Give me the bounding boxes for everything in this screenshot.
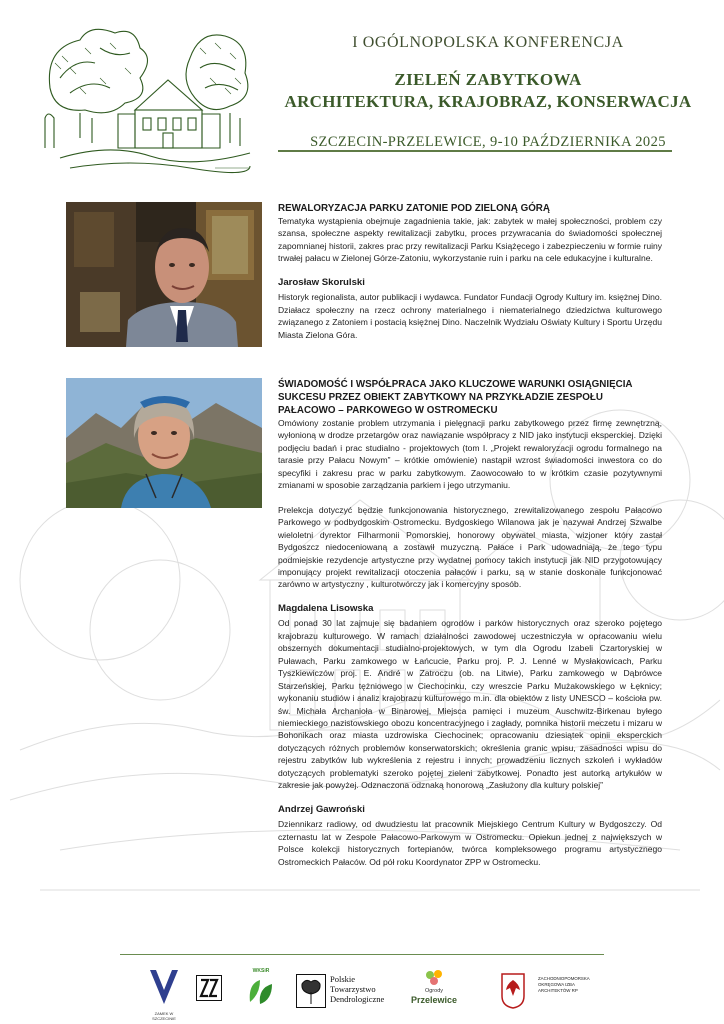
talk2-speaker1-name: Magdalena Lisowska — [278, 602, 374, 614]
logo-ptd-line1: Polskie — [330, 974, 356, 984]
logo-ptd-line3: Dendrologiczne — [330, 994, 385, 1004]
logo-zoia-rp — [538, 976, 608, 1006]
logo-zoia-line3: ARCHITEKTÓW RP — [538, 988, 578, 993]
speaker-photo-skorulski — [66, 202, 262, 347]
talk1-abstract: Tematyka wystąpienia obejmuje zagadnienia takie, jak: zabytek w małej społeczności, problem czy szansa, społeczne aspekty rewitalizacji zabytku, proces przywracania do świadomości społecznej zapomnianej historii, zakres prac przy rewitalizacji Parku Książęcego i zabezpieczeniu w formie ruiny trwałej pałacu w Zielonej Górze-Zatoniu, wykorzystanie ruin i parku na cele edukacyjne i kulturalne. — [278, 216, 662, 264]
talk2-speaker2-name: Andrzej Gawroński — [278, 803, 365, 815]
talk1-speaker-bio: Historyk regionalista, autor publikacji i wydawca. Fundator Fundacji Ogrody Kultury im. księżnej Dino. Działacz społeczny na rzecz ochrony materialnego i niematerialnego dziedzictwa kulturowego związanego z Zatoniem i postacią księżnej Dino. Naczelnik Wydziału Oświaty Kultury i Sportu Urzędu Miasta Zielona Góra. — [278, 292, 662, 340]
logo-wksir — [246, 968, 276, 1008]
conference-title-line2: ARCHITEKTURA, KRAJOBRAZ, KONSERWACJA — [284, 92, 692, 111]
logo-szz-mark — [196, 975, 222, 1001]
talk2-title: ŚWIADOMOŚĆ I WSPÓŁPRACA JAKO KLUCZOWE WARUNKI OSIĄGNIĘCIA SUKCESU PRZEZ OBIEKT ZABYTKOWY NA PRZYKŁADZIE ZESPOŁU PAŁACOWO – PARKOWEGO W OSTROMECKU — [278, 379, 633, 416]
conference-place-date: SZCZECIN-PRZELEWICE, 9-10 PAŹDZIERNIKA 2025 — [310, 134, 666, 150]
logo-zoia-line2: OKRĘGOWA IZBA — [538, 982, 575, 987]
logo-ogrody-przelewice — [410, 968, 458, 1018]
talk1-speaker-name: Jarosław Skorulski — [278, 276, 365, 288]
header-divider — [278, 150, 672, 152]
talk1-title: REWALORYZACJA PARKU ZATONIE POD ZIELONĄ GÓRĄ — [278, 203, 550, 214]
talk2-abstract-part2: Prelekcja dotyczyć będzie funkcjonowania historycznego, zrewitalizowanego zespołu Pałacowo Parkowego w podbydgoskim Ostromecku. Bydgoskiego Wilanowa jak je nazywał Andrzej Szwalbe wieloletni dyrektor Filharmonii Pomorskiej, honorowy obywatel miasta, wizjoner który zastał Bydgoszcz niedoceniowaną a zostawił muzyczną. Pałace i Park udowadniają, że tego typu podmiejskie rezydencje artystyczne przy wydatnej pomocy takich instytucji jak NID przygotowujący imponujący projekt rewitalizacji otoczenia pałaców i parku, są w stanie doskonale funkcjonować zarówno w artystyczny , kulturotwórczy jak i komercyjny sposób. — [278, 504, 662, 590]
talk2-speaker2-bio: Dziennikarz radiowy, od dwudziestu lat pracownik Miejskiego Centrum Kultury w Bydgoszczy. Od czternastu lat w Zespole Pałacowo-Parkowym w Ostromecku. Opiekun jednej z największych w Polsce kolekcji historycznych fortepianów, twórca kompleksowego programu artystycznego Ostromeckich Pałaców. Od pół roku Koordynator ZPP w Ostromecku. — [278, 819, 662, 867]
talk1-section — [278, 202, 662, 341]
manor-sketch-illustration — [40, 18, 256, 176]
logo-zoia-line1: ZACHODNIOPOMORSKA — [538, 976, 590, 981]
talk2-speaker1-bio: Od ponad 30 lat zajmuje się badaniem ogrodów i parków historycznych oraz szeroko pojętego krajobrazu kulturowego. W ramach działalności zawodowej uczestniczyła w opracowaniu wielu obszernych dokumentacji studialno-projektowych, w tym dla Ogrodu Izabeli Czartoryskiej w Puławach, Parku zamkowego w Łańcucie, Parku proj. P. J. Lenné w Mysłakowicach, Parku Tyszkiewiczów proj. E. André w Zatroczu (ob. na Litwie), Parku zamkowego w Dąbrówce Starzeńskiej, Parku tężniowego w Ciechocinku, czy wreszcie Parku Mużakowskiego w Łęknicy; wykonaniu studiów i analiz krajobrazu kulturowego m.in. dla obiektów z listy UNESCO – kościoła pw. św. Michała Archanioła w Binarowej, Miejsca pamięci i muzeum Auschwitz-Birkenau byłego niemieckiego nazistowskiego obozu koncentracyjnego i zagłady, pomnika historii meczetu i mizaru w Bohonikach oraz miasta uzdrowiska Ciechocinek; opracowaniu dziesiątek opinii eksperckich dotyczących różnych problemów konserwatorskich; określenia granic wpisu, zasadności wpisu do rejestru zabytków lub wykreślenia z rejestru i innych; prowadzeniu licznych szkoleń i wykładów dotyczących problematyki szeroko pojętej zieleni zabytkowej. Ponadto jest autorką artykułów w zakresie jak powyżej. Odznaczona odznaką honorową „Zasłużony dla kultury polskiej” — [278, 618, 662, 791]
logo-zamek-label: ZAMEK W SZCZECINIE — [152, 1011, 176, 1021]
talk2-abstract-part1: Omówiony zostanie problem utrzymania i pielęgnacji parku zabytkowego przez firmę zewnętrzną, wyłonioną w drodze przetargów oraz nawiązanie współpracy z NID jako instytucji eksperckiej. Dzięki podjęciu badań i prac studialno - projektowych (tom I. „Projekt rewaloryzacji ogrodu formalnego na tarasie przy Pałacu Nowym” – krótkie omówienie) nastąpił wzrost świadomości inwestora co do specyfiki i zakresu prac w parku zabytkowym. Zaowocowało to w krótkim czasie pozytywnymi zmianami w sposobie zarządzania parkiem i jego utrzymaniu. — [278, 418, 662, 491]
logo-wksir-label: WKSiR — [252, 968, 270, 974]
logo-ptd — [296, 972, 394, 1012]
conference-title-line1: ZIELEŃ ZABYTKOWA — [394, 70, 582, 89]
logo-ogrody-line2: Przelewice — [410, 995, 458, 1005]
speaker-photo-lisowska — [66, 378, 262, 508]
logo-ptd-line2: Towarzystwo — [330, 984, 376, 994]
footer-divider — [120, 954, 604, 955]
logo-zamek-szczecin — [146, 968, 182, 1021]
conference-label: I OGÓLNOPOLSKA KONFERENCJA — [352, 34, 624, 51]
logo-eagle-emblem — [498, 970, 528, 1010]
talk2-section — [278, 378, 662, 868]
conference-header — [278, 30, 698, 151]
logo-ogrody-line1: Ogrody — [424, 988, 444, 994]
